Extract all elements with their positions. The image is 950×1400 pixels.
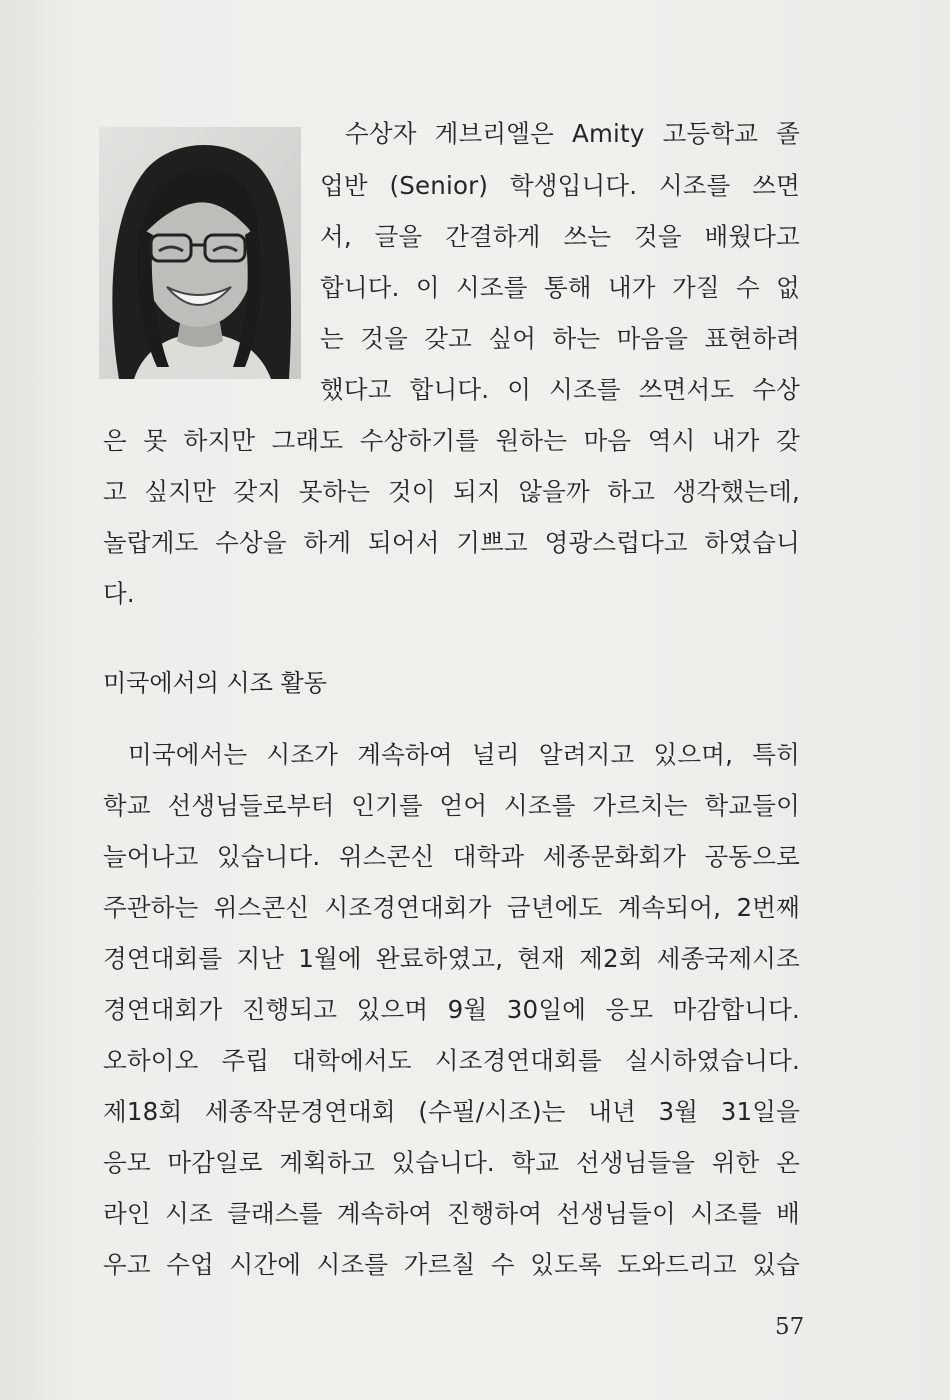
intro-line: 합니다. 이 시조를 통해 내가 가질 수 없 <box>320 273 800 302</box>
body-line: 주관하는 위스콘신 시조경연대회가 금년에도 계속되어, 2번째 <box>103 893 800 922</box>
body-line: 라인 시조 클래스를 계속하여 진행하여 선생님들이 시조를 배 <box>103 1199 800 1228</box>
section-heading: 미국에서의 시조 활동 <box>103 669 327 697</box>
portrait-image <box>99 127 301 379</box>
intro-line: 업반 (Senior) 학생입니다. 시조를 쓰면 <box>320 171 800 200</box>
intro-line: 서, 글을 간결하게 쓰는 것을 배웠다고 <box>320 222 800 251</box>
page-number: 57 <box>775 1314 805 1340</box>
body-line: 학교 선생님들로부터 인기를 얻어 시조를 가르치는 학교들이 <box>103 791 800 820</box>
body-line: 경연대회가 진행되고 있으며 9월 30일에 응모 마감합니다. <box>103 995 800 1024</box>
intro-line: 은 못 하지만 그래도 수상하기를 원하는 마음 역시 내가 갖 <box>103 426 800 455</box>
body-line: 응모 마감일로 계획하고 있습니다. 학교 선생님들을 위한 온 <box>103 1148 800 1177</box>
intro-line: 했다고 합니다. 이 시조를 쓰면서도 수상 <box>320 375 800 404</box>
body-line: 미국에서는 시조가 계속하여 널리 알려지고 있으며, 특히 <box>128 740 800 769</box>
body-line: 늘어나고 있습니다. 위스콘신 대학과 세종문화회가 공동으로 <box>103 842 800 871</box>
body-line: 경연대회를 지난 1월에 완료하였고, 현재 제2회 세종국제시조 <box>103 944 800 973</box>
intro-line: 는 것을 갖고 싶어 하는 마음을 표현하려 <box>320 324 800 353</box>
student-photo <box>99 127 301 379</box>
intro-line: 놀랍게도 수상을 하게 되어서 기쁘고 영광스럽다고 하였습니 <box>103 528 800 557</box>
body-line: 우고 수업 시간에 시조를 가르칠 수 있도록 도와드리고 있습 <box>103 1250 800 1279</box>
intro-line: 수상자 게브리엘은 Amity 고등학교 졸 <box>345 119 800 148</box>
intro-line: 다. <box>103 579 135 608</box>
body-line: 제18회 세종작문경연대회 (수필/시조)는 내년 3월 31일을 <box>103 1097 800 1126</box>
intro-line: 고 싶지만 갖지 못하는 것이 되지 않을까 하고 생각했는데, <box>103 477 800 506</box>
body-line: 오하이오 주립 대학에서도 시조경연대회를 실시하였습니다. <box>103 1046 800 1075</box>
